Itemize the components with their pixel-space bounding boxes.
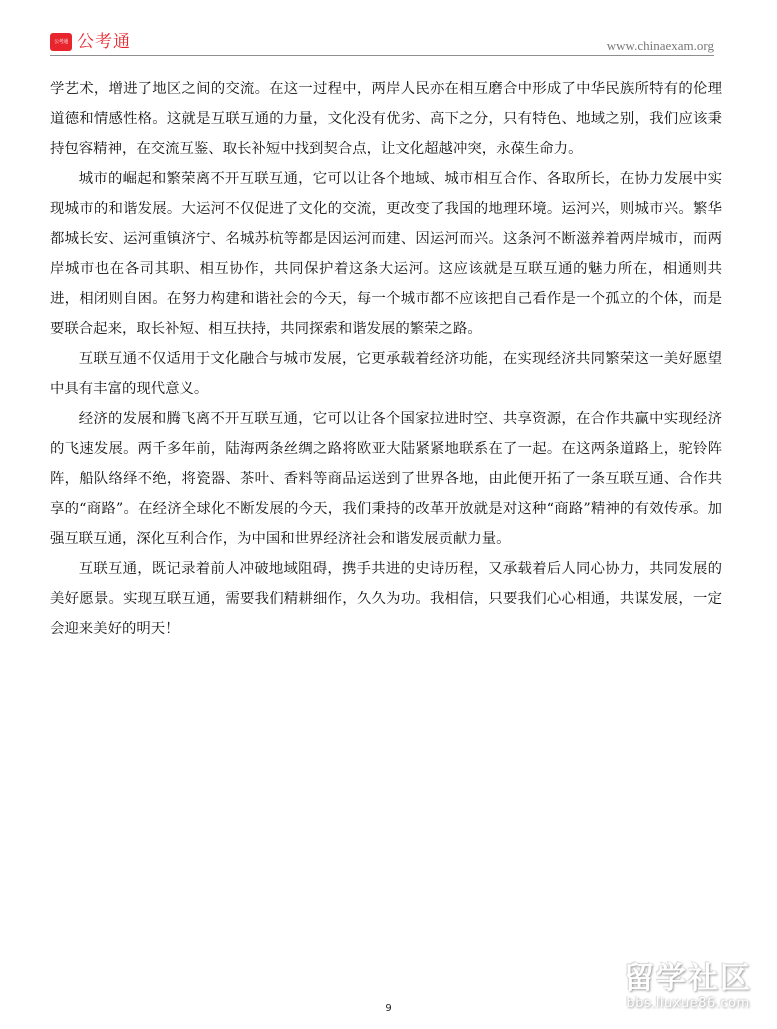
header-divider xyxy=(50,55,714,56)
watermark-title: 留学社区 xyxy=(624,961,752,996)
paragraph: 互联互通不仅适用于文化融合与城市发展，它更承载着经济功能，在实现经济共同繁荣这一美好愿望中具有丰富的现代意义。 xyxy=(50,351,722,397)
site-url: www.chinaexam.org xyxy=(606,38,714,53)
logo xyxy=(50,32,131,52)
logo-badge-icon: 公考通 xyxy=(50,33,72,51)
document-body xyxy=(50,74,722,644)
paragraph: 互联互通，既记录着前人冲破地域阻碍，携手共进的史诗历程，又承载着后人同心协力，共同发展的美好愿景。实现互联互通，需要我们精耕细作，久久为功。我相信，只要我们心心相通，共谋发展，一定会迎来美好的明天！ xyxy=(50,561,722,637)
watermark-url: bbs.liuxue86.com xyxy=(626,996,750,1011)
paragraph: 经济的发展和腾飞离不开互联互通，它可以让各个国家拉进时空、共享资源，在合作共赢中实现经济的飞速发展。两千多年前，陆海两条丝绸之路将欧亚大陆紧紧地联系在了一起。在这两条道路上，驼铃阵阵，船队络绎不绝，将瓷器、茶叶、香料等商品运送到了世界各地，由此便开拓了一条互联互通、合作共享的“商路”。在经济全球化不断发展的今天，我们秉持的改革开放就是对这种“商路”精神的有效传承。加强互联互通，深化互利合作，为中国和世界经济社会和谐发展贡献力量。 xyxy=(50,411,722,547)
logo-text: 公考通 xyxy=(77,32,131,52)
page-number: 9 xyxy=(385,1003,392,1014)
page-header xyxy=(50,32,714,54)
watermark xyxy=(613,962,763,1020)
paragraph: 城市的崛起和繁荣离不开互联互通，它可以让各个地域、城市相互合作、各取所长，在协力发展中实现城市的和谐发展。大运河不仅促进了文化的交流，更改变了我国的地理环境。运河兴，则城市兴。繁华都城长安、运河重镇济宁、名城苏杭等都是因运河而建、因运河而兴。这条河不断滋养着两岸城市，而两岸城市也在各司其职、相互协作，共同保护着这条大运河。这应该就是互联互通的魅力所在，相通则共进，相闭则自困。在努力构建和谐社会的今天，每一个城市都不应该把自己看作是一个孤立的个体，而是要联合起来，取长补短、相互扶持，共同探索和谐发展的繁荣之路。 xyxy=(50,171,722,337)
paragraph: 学艺术，增进了地区之间的交流。在这一过程中，两岸人民亦在相互磨合中形成了中华民族所特有的伦理道德和情感性格。这就是互联互通的力量，文化没有优劣、高下之分，只有特色、地域之别，我们应该秉持包容精神，在交流互鉴、取长补短中找到契合点，让文化超越冲突，永葆生命力。 xyxy=(50,81,722,157)
